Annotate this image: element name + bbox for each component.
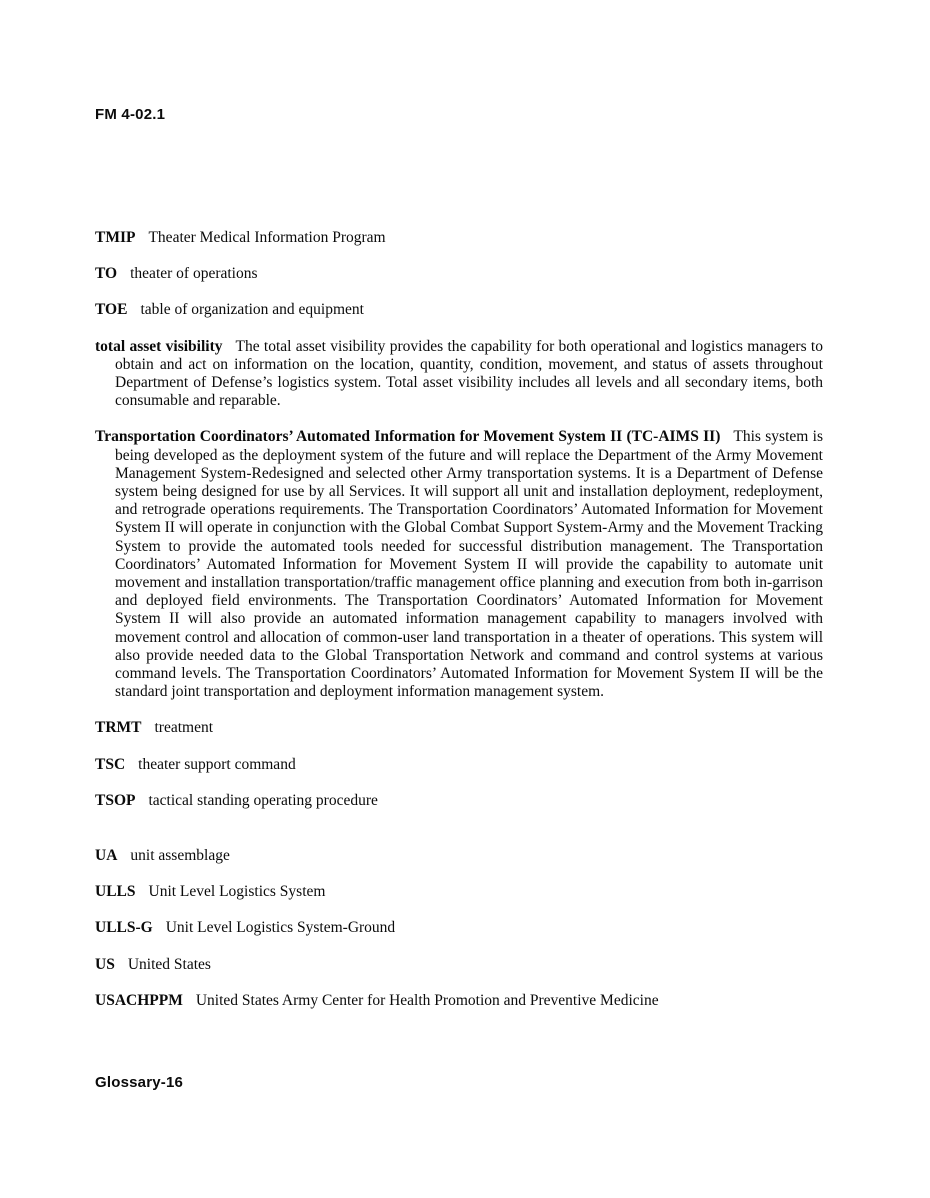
glossary-entry xyxy=(95,301,823,319)
glossary-term: TMIP xyxy=(95,229,136,246)
glossary-term: TOE xyxy=(95,301,128,319)
page-number-footer: Glossary-16 xyxy=(95,1074,184,1091)
glossary-definition: United States Army Center for Health Promotion and Preventive Medicine xyxy=(195,991,659,1009)
glossary-definition: table of organization and equipment xyxy=(140,301,364,319)
document-header: FM 4-02.1 xyxy=(95,106,166,123)
glossary-definition: Unit Level Logistics System-Ground xyxy=(165,919,396,937)
glossary-entry xyxy=(95,265,823,283)
glossary-entry xyxy=(95,719,823,737)
glossary-definition: This system is being developed as the deployment system of the future and will replace the Department of the Army Movement Management System-Redesigned and selected other Army transportation systems. It is a Department of Defense system being designed for use by all Services. It will support all unit and installation deployment, redeployment, and retrograde operations requirements. The Transportation Coordinators’ Automated Information for Movement System II will operate in conjunction with the Global Combat Support System-Army and the Movement Tracking System to provide the automated tools needed for successful distribution management. The Transportation Coordinators’ Automated Information for Movement System II will provide the capability to automate unit movement and installation transportation/traffic management office planning and execution from both in-garrison and deployed field environments. The Transportation Coordinators’ Automated Information for Movement System II will also provide an automated information management capability to managers involved with movement control and allocation of common-user land transportation in a theater of operations. This system will also provide needed data to the Global Transportation Network and command and control systems at various command levels. The Transportation Coordinators’ Automated Information for Movement System II will be the standard joint transportation and deployment information management system. xyxy=(115,428,823,701)
glossary-definition: theater of operations xyxy=(130,265,258,283)
glossary-term: TO xyxy=(95,265,118,283)
glossary-entry xyxy=(95,992,823,1010)
glossary-term: total asset visibility xyxy=(95,337,223,355)
glossary-entry xyxy=(95,756,823,774)
glossary-term: Transportation Coordinators’ Automated Information for Movement System II (TC-AIMS II) xyxy=(95,428,721,446)
glossary-entry xyxy=(95,428,823,701)
glossary-term: TSOP xyxy=(95,791,136,809)
glossary-term: USACHPPM xyxy=(95,991,183,1009)
glossary-term: TSC xyxy=(95,755,126,773)
glossary-definition: United States xyxy=(127,955,211,973)
glossary-term: ULLS-G xyxy=(95,919,153,937)
glossary-definition: unit assemblage xyxy=(130,847,230,865)
glossary-entry xyxy=(95,847,823,865)
glossary-entry xyxy=(95,338,823,411)
glossary-entry xyxy=(95,792,823,810)
glossary-term: UA xyxy=(95,847,118,865)
glossary-entry xyxy=(95,956,823,974)
glossary-definition: treatment xyxy=(154,719,214,737)
glossary-definition: Unit Level Logistics System xyxy=(148,883,326,901)
glossary-term: TRMT xyxy=(95,719,142,737)
glossary-definition: tactical standing operating procedure xyxy=(148,791,378,809)
glossary-entry xyxy=(95,919,823,937)
glossary-list xyxy=(95,229,823,1028)
glossary-definition: The total asset visibility provides the capability for both operational and logistics managers to obtain and act on information on the location, quantity, condition, movement, and status of assets throughout Department of Defense’s logistics system. Total asset visibility includes all levels and all secondary items, both consumable and reparable. xyxy=(115,337,823,410)
glossary-definition: theater support command xyxy=(138,755,296,773)
glossary-entry xyxy=(95,229,823,247)
glossary-entry xyxy=(95,883,823,901)
glossary-term: US xyxy=(95,955,115,973)
glossary-definition: Theater Medical Information Program xyxy=(148,229,386,246)
glossary-term: ULLS xyxy=(95,883,136,901)
